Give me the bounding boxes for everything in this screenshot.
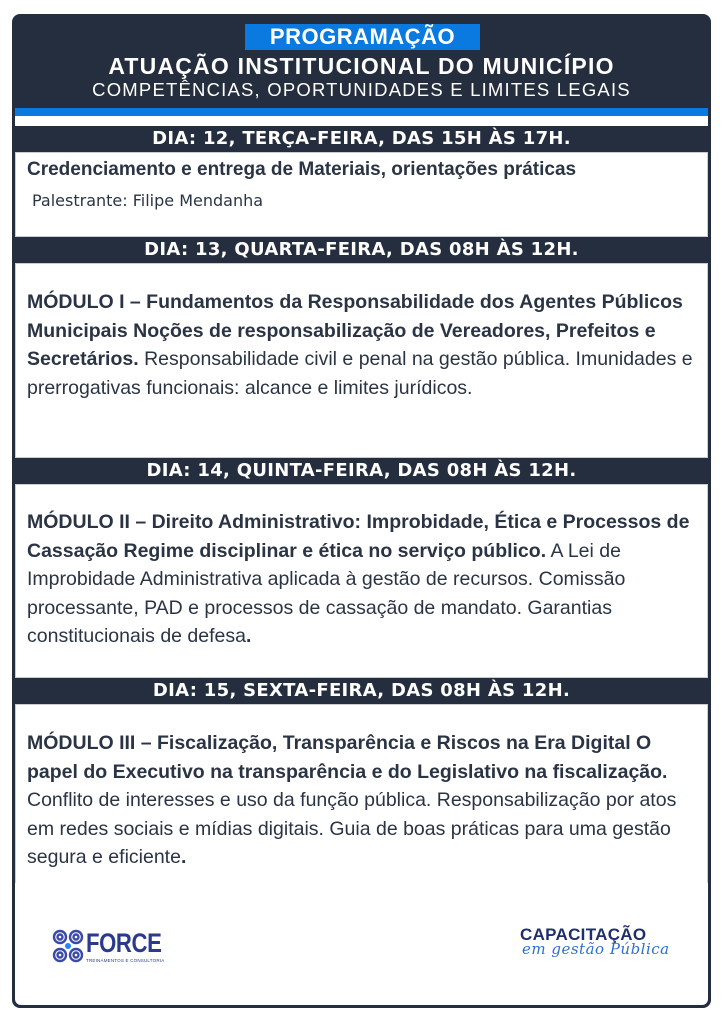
day-header-15: DIA: 15, SEXTA-FEIRA, DAS 08H ÀS 12H. [152, 680, 571, 701]
header [12, 14, 711, 108]
day-content-14 [15, 484, 708, 678]
spiral-knot-icon [52, 928, 84, 964]
capacitacao-script: em gestão Pública [522, 940, 670, 958]
program-frame [12, 14, 711, 1008]
module-3-end: . [180, 846, 187, 868]
accent-stripe [15, 108, 708, 116]
force-logo [52, 928, 165, 968]
day-content-12 [15, 152, 708, 237]
speaker-label: Palestrante: Filipe Mendanha [32, 191, 264, 210]
module-2-text: A Lei de Improbidade Administrativa aplicada à gestão de recursos. Comissão processante, PAD e processos de cassação de mandato. Garantias constitucionais de defesa [27, 539, 626, 647]
page-title: ATUAÇÃO INSTITUCIONAL DO MUNICÍPIO [108, 53, 615, 79]
module-1-title: MÓDULO I – Fundamentos da Responsabilidade dos Agentes Públicos Municipais Noções de responsabilização de Vereadores, Prefeitos e Secretários. [27, 291, 683, 370]
module-3-description [27, 729, 699, 872]
force-tagline: TREINAMENTOS E CONSULTORIA [86, 958, 165, 963]
module-2-description [27, 508, 699, 651]
white-stripe [15, 116, 708, 126]
module-1-description [27, 288, 699, 402]
force-wordmark: FORCE [86, 928, 162, 958]
session-title: Credenciamento e entrega de Materiais, orientações práticas [27, 159, 577, 180]
footer [15, 883, 708, 1005]
module-3-text: Conflito de interesses e uso da função pública. Responsabilização por atos em redes sociais e mídias digitais. Guia de boas práticas para uma gestão segura e eficiente [27, 789, 677, 868]
day-content-13 [15, 263, 708, 458]
module-2-title: MÓDULO II – Direito Administrativo: Improbidade, Ética e Processos de Cassação Regime disciplinar e ética no serviço público. [27, 511, 690, 562]
day-header-13: DIA: 13, QUARTA-FEIRA, DAS 08H ÀS 12H. [144, 239, 579, 260]
module-1-text: Responsabilidade civil e penal na gestão pública. Imunidades e prerrogativas funcionais: alcance e limites jurídicos. [27, 348, 693, 399]
module-3-title: MÓDULO III – Fiscalização, Transparência e Riscos na Era Digital O papel do Executivo na transparência e do Legislativo na fiscalização. [27, 732, 668, 783]
programacao-badge: PROGRAMAÇÃO [245, 24, 480, 50]
page-subtitle: COMPETÊNCIAS, OPORTUNIDADES E LIMITES LEGAIS [92, 79, 631, 100]
day-header-14: DIA: 14, QUINTA-FEIRA, DAS 08H ÀS 12H. [146, 460, 577, 481]
day-content-15 [15, 704, 708, 884]
capacitacao-wordmark: CAPACITAÇÃO [520, 925, 647, 944]
day-header-12: DIA: 12, TERÇA-FEIRA, DAS 15H ÀS 17H. [152, 128, 571, 149]
capacitacao-logo [520, 925, 670, 975]
module-2-end: . [245, 625, 252, 647]
